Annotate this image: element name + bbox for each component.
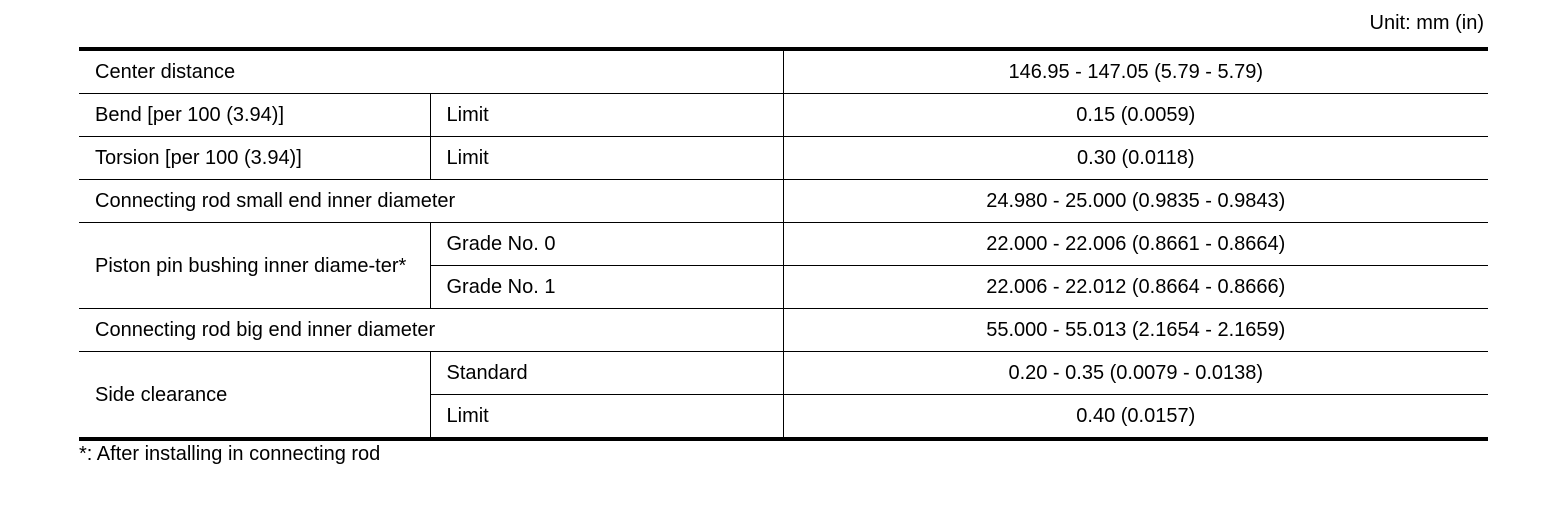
table-row <box>79 223 1488 266</box>
value-cell: 0.40 (0.0157) <box>783 395 1488 440</box>
item-cell: Bend [per 100 (3.94)] <box>79 94 430 137</box>
value-cell: 24.980 - 25.000 (0.9835 - 0.9843) <box>783 180 1488 223</box>
item-cell: Connecting rod small end inner diameter <box>79 180 783 223</box>
unit-label: Unit: mm (in) <box>1369 12 1484 34</box>
item-cell: Side clearance <box>79 352 430 440</box>
value-cell: 55.000 - 55.013 (2.1654 - 2.1659) <box>783 309 1488 352</box>
value-cell: 0.15 (0.0059) <box>783 94 1488 137</box>
table-row <box>79 180 1488 223</box>
item-cell: Piston pin bushing inner diame-ter* <box>79 223 430 309</box>
sub-item-cell: Limit <box>430 137 783 180</box>
connecting-rod-spec-table <box>79 47 1488 441</box>
table-row <box>79 352 1488 395</box>
value-cell: 22.006 - 22.012 (0.8664 - 0.8666) <box>783 266 1488 309</box>
sub-item-cell: Standard <box>430 352 783 395</box>
table-row <box>79 94 1488 137</box>
sub-item-cell: Limit <box>430 94 783 137</box>
value-cell: 0.30 (0.0118) <box>783 137 1488 180</box>
footnote: *: After installing in connecting rod <box>79 443 381 465</box>
value-cell: 22.000 - 22.006 (0.8661 - 0.8664) <box>783 223 1488 266</box>
sub-item-cell: Limit <box>430 395 783 440</box>
item-cell: Torsion [per 100 (3.94)] <box>79 137 430 180</box>
table-row <box>79 309 1488 352</box>
table-row <box>79 137 1488 180</box>
item-cell: Center distance <box>79 49 783 94</box>
item-cell: Connecting rod big end inner diameter <box>79 309 783 352</box>
table-row <box>79 49 1488 94</box>
sub-item-cell: Grade No. 0 <box>430 223 783 266</box>
sub-item-cell: Grade No. 1 <box>430 266 783 309</box>
value-cell: 0.20 - 0.35 (0.0079 - 0.0138) <box>783 352 1488 395</box>
value-cell: 146.95 - 147.05 (5.79 - 5.79) <box>783 49 1488 94</box>
